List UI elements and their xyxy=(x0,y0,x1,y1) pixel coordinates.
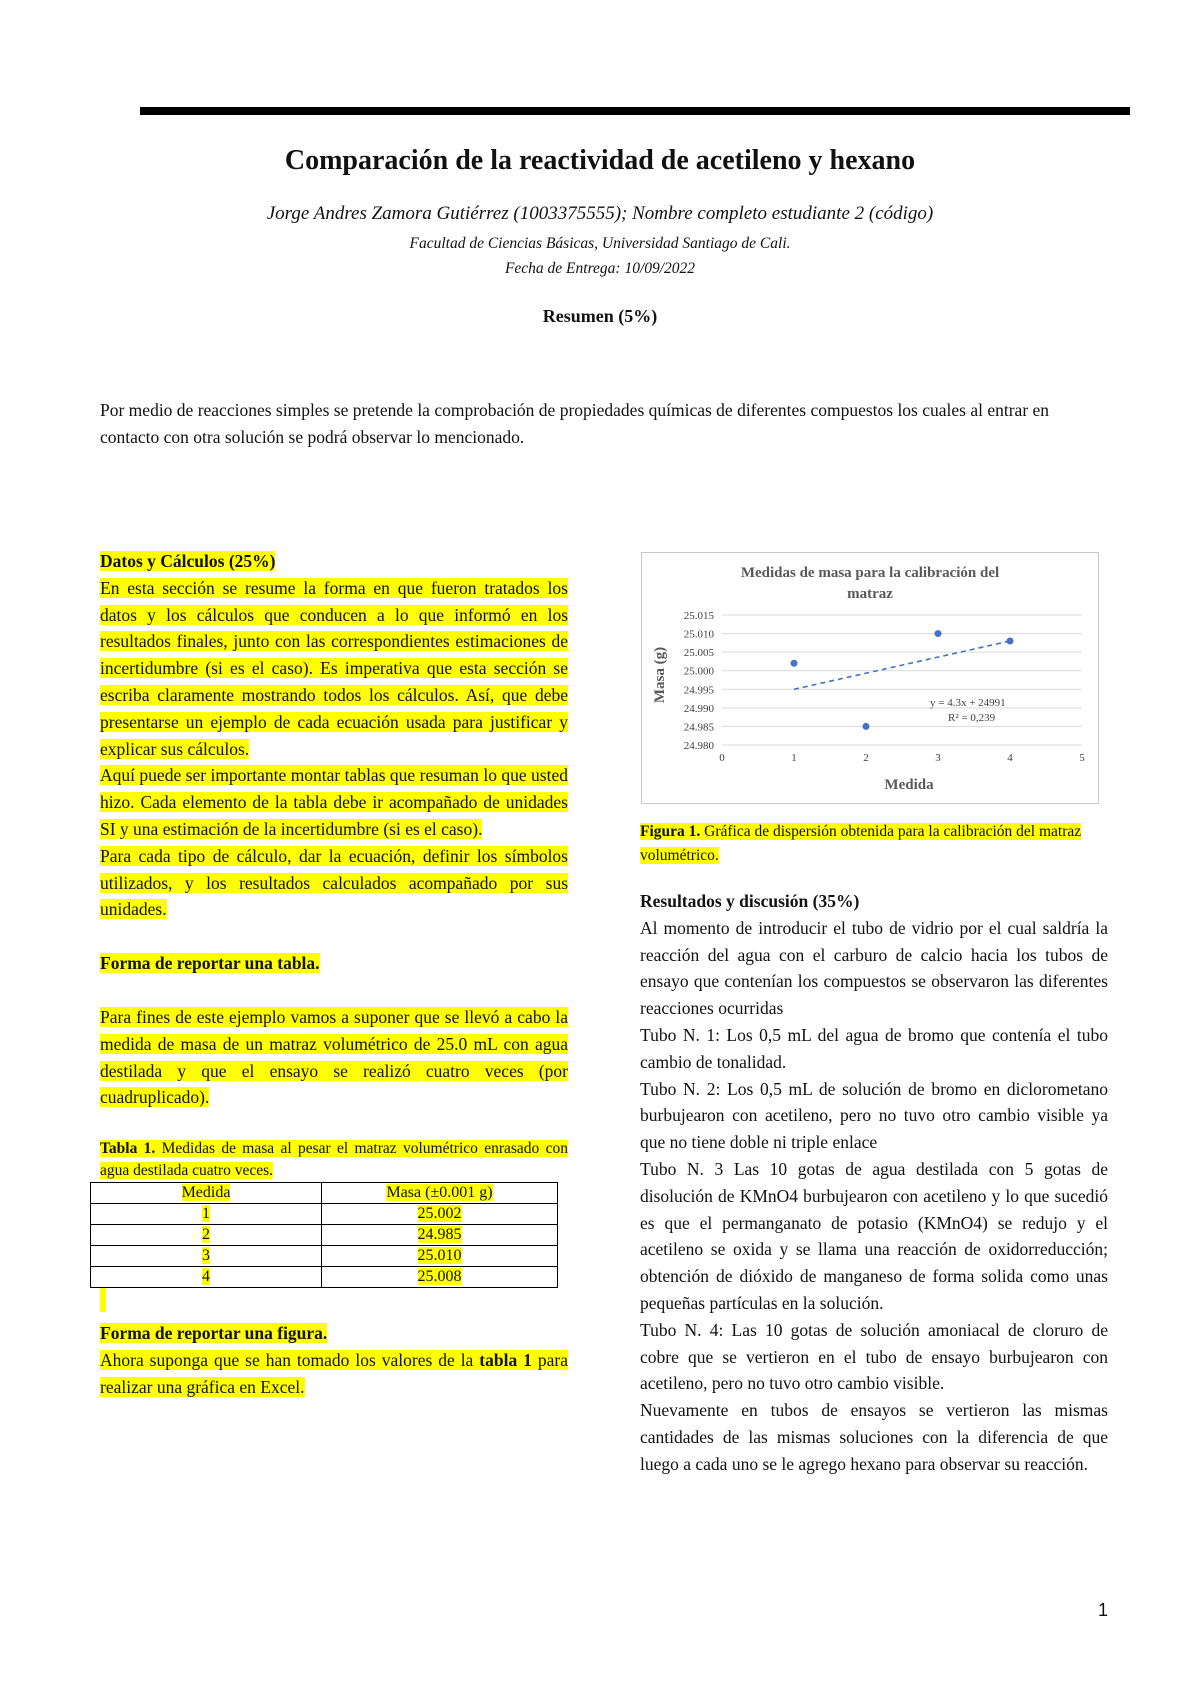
tabla-paragraph: Para fines de este ejemplo vamos a suponer que se llevó a cabo la medida de masa de un matraz volumétrico de 25.0 mL con agua destilada y que el ensayo se realizó cuatro veces (por cuadruplicado). xyxy=(100,1006,568,1108)
table-cell: 2 xyxy=(91,1225,322,1246)
table-header-row xyxy=(91,1183,558,1204)
y-tick-label: 24.995 xyxy=(683,684,714,697)
trend-r2: R² = 0,239 xyxy=(948,712,996,724)
table-caption-label: Tabla 1. xyxy=(100,1140,156,1158)
table-cell: 25.002 xyxy=(322,1204,558,1225)
affiliation: Facultad de Ciencias Básicas, Universidad Santiago de Cali. xyxy=(409,235,791,252)
y-tick-label: 24.985 xyxy=(683,721,714,734)
left-column xyxy=(100,548,568,1400)
x-tick-label: 2 xyxy=(863,752,869,764)
chart-title-line-1: Medidas de masa para la calibración del xyxy=(740,565,1000,581)
trendline xyxy=(794,641,1010,689)
results-paragraph: Nuevamente en tubos de ensayos se vertieron las mismas cantidades de las mismas soluciones con la diferencia de que luego a cada uno se le agrego hexano para observar su reacción. xyxy=(640,1400,1108,1474)
x-tick-label: 4 xyxy=(1007,752,1013,764)
chart-xlabel: Medida xyxy=(884,777,934,793)
y-tick-label: 25.005 xyxy=(683,647,714,660)
table-row xyxy=(91,1246,558,1267)
datos-paragraph-3: Para cada tipo de cálculo, dar la ecuación, definir los símbolos utilizados, y los resultados calculados acompañado por sus unidades. xyxy=(100,845,568,920)
x-tick-label: 0 xyxy=(719,752,725,764)
authors: Jorge Andres Zamora Gutiérrez (1003375555); Nombre completo estudiante 2 (código) xyxy=(266,203,934,224)
abstract-text: Por medio de reacciones simples se pretende la comprobación de propiedades químicas de diferentes compuestos los cuales al entrar en contacto con otra solución se podrá observar lo mencionado. xyxy=(100,400,1050,447)
table-cell: 4 xyxy=(91,1267,322,1288)
table-header-cell: Masa (±0.001 g) xyxy=(322,1183,558,1204)
x-tick-label: 5 xyxy=(1079,752,1085,764)
figure-caption-text: Gráfica de dispersión obtenida para la calibración del matraz volumétrico. xyxy=(640,823,1082,864)
data-table xyxy=(90,1182,558,1288)
table-row xyxy=(91,1267,558,1288)
datos-heading: Datos y Cálculos (25%) xyxy=(100,551,276,571)
table-row xyxy=(91,1204,558,1225)
figura-paragraph: Ahora suponga que se han tomado los valores de la tabla 1 para realizar una gráfica en Excel. xyxy=(100,1349,568,1397)
figure-caption xyxy=(640,820,1110,868)
data-point xyxy=(935,630,942,637)
y-tick-label: 25.010 xyxy=(683,628,714,641)
abstract-heading: Resumen (5%) xyxy=(542,306,658,326)
results-paragraph: Tubo N. 2: Los 0,5 mL de solución de bromo en diclorometano burbujearon con acetileno, pero no tuvo otro cambio visible ya que no tiene doble ni triple enlace xyxy=(640,1078,1108,1153)
x-tick-label: 1 xyxy=(791,752,797,764)
table-row xyxy=(91,1225,558,1246)
table-cell: 3 xyxy=(91,1246,322,1267)
table-header-cell: Medida xyxy=(91,1183,322,1204)
chart-svg xyxy=(642,553,1098,803)
tabla-heading: Forma de reportar una tabla. xyxy=(100,953,320,974)
data-point xyxy=(863,723,870,730)
results-paragraph: Tubo N. 4: Las 10 gotas de solución amoniacal de cloruro de cobre que se vertieron en el tubo de ensayo burbujearon con acetileno, pero no tuvo otro cambio visible. xyxy=(640,1319,1108,1394)
data-point xyxy=(791,660,798,667)
y-tick-label: 25.015 xyxy=(683,610,714,622)
table-cell: 24.985 xyxy=(322,1225,558,1246)
paper-title: Comparación de la reactividad de acetileno y hexano xyxy=(284,145,916,176)
datos-paragraph-2: Aquí puede ser importante montar tablas que resuman lo que usted hizo. Cada elemento de la tabla debe ir acompañado de unidades SI y una estimación de la incertidumbre (si es el caso). xyxy=(100,765,568,839)
y-tick-label: 24.980 xyxy=(683,740,714,752)
table-caption xyxy=(100,1138,568,1182)
page-number: 1 xyxy=(1098,1600,1109,1620)
y-tick-label: 25.000 xyxy=(683,665,714,678)
scatter-chart xyxy=(641,552,1099,804)
chart-ylabel: Masa (g) xyxy=(652,646,668,704)
delivery-date: Fecha de Entrega: 10/09/2022 xyxy=(504,260,696,277)
y-tick-label: 24.990 xyxy=(683,702,714,715)
header-rule xyxy=(140,107,1130,115)
table-cell: 25.010 xyxy=(322,1246,558,1267)
results-paragraph: Al momento de introducir el tubo de vidrio por el cual saldría la reacción del agua con el carburo de calcio hacia los tubos de ensayo que contenían los compuestos se observaron las diferentes reacciones ocurridas xyxy=(640,917,1108,1019)
table-cell: 1 xyxy=(91,1204,322,1225)
results-paragraph: Tubo N. 1: Los 0,5 mL del agua de bromo que contenía el tubo cambio de tonalidad. xyxy=(640,1024,1108,1072)
chart-title-line-2: matraz xyxy=(847,586,893,602)
figura-heading: Forma de reportar una figura. xyxy=(100,1322,328,1343)
figure-caption-label: Figura 1. xyxy=(640,823,701,840)
results-paragraph: Tubo N. 3 Las 10 gotas de agua destilada con 5 gotas de disolución de KMnO4 burbujearon con acetileno y lo que sucedió es que el permanganato de potasio (KMnO4) se redujo y el acetileno se oxida y se llama una reacción de oxidorreducción; obtención de dióxido de manganeso de forma solida como unas pequeñas partículas en la solución. xyxy=(640,1158,1108,1313)
table-cell: 25.008 xyxy=(322,1267,558,1288)
datos-paragraph-1: En esta sección se resume la forma en que fueron tratados los datos y los cálculos que conducen a lo que informó en los resultados finales, junto con las correspondientes estimaciones de incertidumbre (si es el caso). Es imperativa que esta sección se escriba claramente mostrando todos los cálculos. Así, que debe presentarse un ejemplo de cada ecuación usada para justificar y explicar sus cálculos. xyxy=(100,577,568,759)
table-caption-text: Medidas de masa al pesar el matraz volumétrico enrasado con agua destilada cuatro veces. xyxy=(100,1140,568,1180)
highlight-mark xyxy=(100,1288,106,1312)
trend-equation: y = 4.3x + 24991 xyxy=(930,697,1006,709)
results-heading: Resultados y discusión (35%) xyxy=(640,891,860,911)
x-tick-label: 3 xyxy=(935,752,941,764)
data-point xyxy=(1007,638,1014,645)
results-section xyxy=(640,888,1108,1478)
